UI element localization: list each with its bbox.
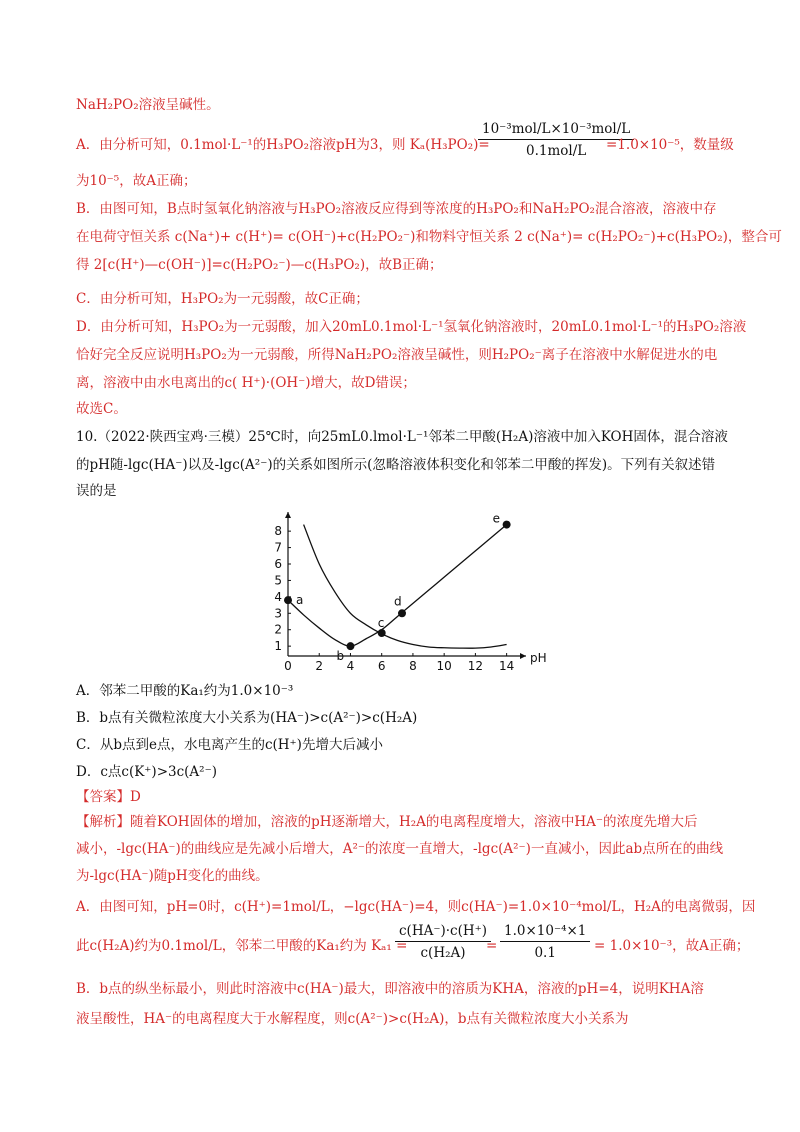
point-label-b: b: [336, 649, 345, 664]
x-axis-arrow: [520, 653, 526, 659]
equals-sign: =: [486, 938, 498, 954]
y-tick-label: 5: [274, 573, 282, 588]
option-a: A．邻苯二甲酸的Ka₁约为1.0×10⁻³: [76, 683, 294, 699]
analysis-text: 【解析】随着KOH固体的增加，溶液的pH逐渐增大，H₂A的电离程度增大，溶液中HA⁻的浓度先增大后: [76, 814, 698, 830]
text-line: 恰好完全反应说明H₃PO₂为一元弱酸，所得NaH₂PO₂溶液呈碱性，则H₂PO₂⁻离子在溶液中水解促进水的电: [76, 347, 718, 363]
text-line: 离，溶液中由水电离出的c( H⁺)·(OH⁻)增大，故D错误；: [76, 375, 416, 391]
x-tick-label: 10: [436, 659, 452, 673]
x-tick-label: 12: [467, 659, 484, 673]
fraction-numerator: c(HA⁻)·c(H⁺): [395, 923, 491, 942]
x-tick-label: 6: [377, 659, 386, 673]
fraction-denominator: 0.1: [534, 945, 556, 961]
fraction-value: [500, 923, 590, 961]
point-label-a: a: [296, 593, 304, 608]
question-text: 10.（2022·陕西宝鸡·三模）25℃时，向25mL0.lmol·L⁻¹邻苯二甲酸(H₂A)溶液中加入KOH固体，混合溶液: [76, 429, 728, 445]
point-e: [503, 521, 511, 529]
option-c: C．从b点到e点，水电离产生的c(H⁺)先增大后减小: [76, 737, 383, 753]
y-tick-label: 3: [274, 606, 282, 621]
fraction-denominator: 0.1mol/L: [526, 143, 587, 159]
text-line: A．由分析可知，0.1mol·L⁻¹的H₃PO₂溶液pH为3，则 Kₐ(H₃PO₂)=: [76, 137, 490, 153]
option-d: D．c点c(K⁺)>3c(A²⁻): [76, 764, 217, 780]
question-text: 的pH随-lgc(HA⁻)以及-lgc(A²⁻)的关系如图所示(忽略溶液体积变化和邻苯二甲酸的挥发)。下列有关叙述错: [76, 457, 716, 473]
analysis-text: 此c(H₂A)约为0.1mol/L，邻苯二甲酸的Ka₁约为 Kₐ₁ =: [76, 938, 408, 954]
analysis-text: 为-lgc(HA⁻)随pH变化的曲线。: [76, 868, 269, 884]
text-line: 在电荷守恒关系 c(Na⁺)+ c(H⁺)= c(OH⁻)+c(H₂PO₂⁻)和物料守恒关系 2 c(Na⁺)= c(H₂PO₂⁻)+c(H₃PO₂)，整合可: [76, 229, 782, 245]
y-tick-label: 1: [274, 639, 282, 654]
text-line: B．由图可知，B点时氢氧化钠溶液与H₃PO₂溶液反应得到等浓度的H₃PO₂和NaH₂PO₂混合溶液，溶液中存: [76, 201, 717, 217]
series-line-1: [288, 525, 507, 647]
x-tick-label: 8: [409, 659, 417, 673]
x-tick-label: 14: [498, 659, 515, 673]
text-line: 故选C。: [76, 401, 127, 417]
point-c: [378, 629, 386, 637]
y-tick-label: 8: [274, 524, 282, 539]
ph-chart: [270, 508, 547, 678]
analysis-text: = 1.0×10⁻³，故A正确；: [594, 938, 750, 954]
point-label-e: e: [492, 511, 501, 526]
analysis-text: 液呈酸性，HA⁻的电离程度大于水解程度，则c(A²⁻)>c(H₂A)，b点有关微粒浓度大小关系为: [76, 1011, 629, 1027]
text-line: C．由分析可知，H₃PO₂为一元弱酸，故C正确；: [76, 291, 369, 307]
y-tick-label: 7: [274, 540, 282, 555]
analysis-text: 减小，-lgc(HA⁻)的曲线应是先减小后增大，A²⁻的浓度一直增大，-lgc(A²⁻)一直减小，因此ab点所在的曲线: [76, 841, 724, 857]
y-tick-label: 4: [274, 589, 282, 604]
point-a: [284, 596, 292, 604]
x-tick-label: 4: [346, 659, 355, 673]
x-axis-label: pH: [530, 651, 547, 665]
y-axis-arrow: [285, 512, 291, 518]
x-tick-label: 0: [284, 659, 292, 673]
point-b: [346, 642, 354, 650]
text-line: =1.0×10⁻⁵，数量级: [606, 137, 734, 153]
answer-label: 【答案】D: [76, 789, 141, 805]
fraction-numerator: 10⁻³mol/L×10⁻³mol/L: [478, 121, 634, 140]
text-line: D．由分析可知，H₃PO₂为一元弱酸，加入20mL0.1mol·L⁻¹氢氧化钠溶液时，20mL0.1mol·L⁻¹的H₃PO₂溶液: [76, 319, 747, 335]
y-tick-label: 2: [274, 622, 282, 637]
point-d: [398, 609, 406, 617]
y-tick-label: 6: [274, 557, 282, 571]
analysis-text: A．由图可知，pH=0时，c(H⁺)=1mol/L，−lgc(HA⁻)=4，则c(HA⁻)=1.0×10⁻⁴mol/L，H₂A的电离微弱，因: [76, 899, 756, 915]
fraction-denominator: c(H₂A): [420, 945, 466, 961]
x-tick-label: 2: [315, 659, 324, 673]
fraction-numerator: 1.0×10⁻⁴×1: [500, 923, 590, 942]
point-label-c: c: [377, 616, 385, 630]
text-line: 为10⁻⁵，故A正确；: [76, 173, 197, 189]
text-line: NaH₂PO₂溶液呈碱性。: [76, 97, 220, 113]
text-line: 得 2[c(H⁺)—c(OH⁻)]=c(H₂PO₂⁻)—c(H₃PO₂)，故B正确；: [76, 257, 443, 273]
option-b: B．b点有关微粒浓度大小关系为(HA⁻)>c(A²⁻)>c(H₂A): [76, 710, 418, 726]
question-text: 误的是: [76, 483, 117, 499]
fraction-ka1: [395, 923, 491, 961]
point-label-d: d: [394, 594, 402, 609]
analysis-text: B．b点的纵坐标最小，则此时溶液中c(HA⁻)最大，即溶液中的溶质为KHA，溶液的pH=4，说明KHA溶: [76, 981, 704, 997]
series-line-2: [304, 525, 507, 649]
